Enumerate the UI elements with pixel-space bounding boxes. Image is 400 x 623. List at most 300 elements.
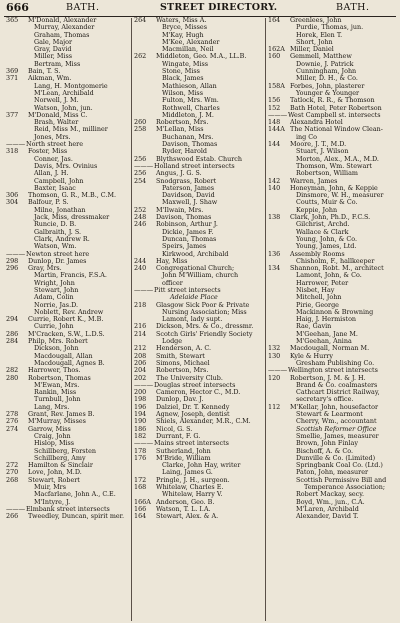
occupant-name: Purdie, Thomas, jun. — [296, 23, 364, 32]
directory-entry — [6, 163, 130, 170]
directory-column-1 — [6, 17, 130, 621]
occupant-name: Mitchell, John — [296, 293, 342, 302]
occupant-name: Schillberg, Forsten — [34, 446, 97, 455]
occupant-name: Agnew, Joseph, dentist — [156, 410, 230, 419]
house-number: 282 — [6, 366, 19, 375]
occupant-name: Fulton, Mrs. Wm. — [162, 96, 219, 105]
occupant-name: Middleton, J. M. — [162, 110, 214, 119]
occupant-name: Congregational Church; — [156, 264, 235, 273]
occupant-name: Allan, J. H. — [34, 169, 69, 178]
occupant-name: Keppie, John — [296, 205, 338, 214]
street-name: Pitt street intersects — [154, 285, 221, 294]
occupant-name: Davison, Thomas — [162, 140, 218, 149]
occupant-name: Rae, Gavin — [296, 322, 332, 331]
house-number: 204 — [134, 366, 147, 375]
occupant-name: Dickie, James F. — [162, 227, 214, 236]
house-number: 178 — [134, 446, 147, 455]
street-name: Elmbank street intersects — [26, 504, 110, 513]
house-number: 162A — [268, 45, 285, 54]
header-left-town: BATH. — [66, 2, 100, 13]
occupant-name: Moore, J. T., M.D. — [290, 140, 347, 149]
occupant-name: Gray, David — [34, 45, 72, 54]
occupant-name: Springbank Coal Co. (Ltd.) — [296, 461, 383, 470]
occupant-name: Dunlop, Dr. James — [28, 256, 87, 265]
occupant-name: Graham, Thomas — [34, 30, 90, 39]
occupant-name: Norrie, Jas.D. — [34, 300, 79, 309]
occupant-name: Scotch Girls' Friendly Society — [156, 329, 253, 338]
page-number: 666 — [6, 1, 29, 14]
occupant-name: Davison, Thomas — [156, 213, 212, 222]
occupant-name: Macdougall, Allan — [34, 351, 93, 360]
occupant-name: Paton, John, measurer — [296, 468, 369, 477]
occupant-name: Robertson, Mrs. — [156, 118, 209, 127]
house-number: 306 — [6, 191, 19, 200]
street-name: Newton street here — [26, 249, 90, 258]
occupant-name: Durrant, F. G. — [156, 431, 201, 440]
occupant-name: Macdougall, Agnes B. — [34, 358, 105, 367]
occupant-name: Norwell, J. M. — [34, 96, 79, 105]
occupant-name: Lang, H. Montgomerie — [34, 81, 108, 90]
house-number: 218 — [134, 300, 147, 309]
occupant-name: Wallace & Clark — [296, 227, 349, 236]
occupant-name: Runcie, D. B. — [34, 220, 77, 229]
occupant-name: Speirs, James — [162, 242, 207, 251]
occupant-name: Philp, Mrs. Robert — [28, 337, 88, 346]
house-number: 254 — [134, 176, 147, 185]
street-name: North street here — [26, 140, 84, 149]
occupant-name: Macfarlane, John A., C.E. — [34, 490, 116, 499]
house-number: 264 — [134, 17, 147, 24]
occupant-name: Cherry, Wm., accountant — [296, 417, 377, 426]
directory-entry — [6, 513, 130, 520]
occupant-name: Thomson, Wm. Stewart — [296, 161, 372, 170]
occupant-name: Greenlees, John — [290, 17, 342, 24]
house-number: 369 — [6, 67, 19, 76]
house-number: 246 — [134, 220, 147, 229]
occupant-name: Balfour, P. S. — [28, 198, 69, 207]
occupant-name: Duncan, Thomas — [162, 234, 217, 243]
occupant-name: Paterson, James — [162, 183, 215, 192]
directory-entry — [6, 258, 130, 265]
house-number: 166 — [134, 504, 147, 513]
occupant-name: Young, James, Ltd. — [296, 242, 357, 251]
occupant-name: Mathieson, Allan — [162, 81, 217, 90]
occupant-name: Gray, Mrs. — [28, 264, 62, 273]
page-header — [0, 0, 400, 16]
house-number: 280 — [6, 373, 19, 382]
occupant-name: Young, John, & Co. — [296, 234, 357, 243]
occupant-name: Robertson, J. M. & J. H. — [290, 373, 366, 382]
occupant-name: M'Lean, Archibald — [34, 88, 94, 97]
occupant-name: Nisbet, Hay — [296, 285, 335, 294]
occupant-name: Scottish Reformer Office — [296, 424, 377, 433]
occupant-name: Murray, Alexander — [34, 23, 95, 32]
occupant-name: Temperance Association; — [304, 483, 386, 491]
house-number: 284 — [6, 337, 19, 346]
occupant-name: Smellie, James, measurer — [296, 431, 379, 440]
occupant-name: Simons, Michael — [156, 358, 210, 367]
occupant-name: Forbes, John, plasterer — [290, 81, 365, 90]
directory-entry — [134, 272, 264, 279]
house-number: 262 — [134, 52, 147, 61]
house-number: 296 — [6, 264, 19, 273]
occupant-name: Hislop, Miss — [34, 439, 75, 448]
occupant-name: Whitelaw, Harry V. — [162, 490, 223, 499]
occupant-name: Thomson, G. R., M.B., C.M. — [28, 191, 117, 200]
house-number: 164 — [134, 512, 147, 521]
occupant-name: M'Ilwain, Mrs. — [156, 205, 204, 214]
house-number: 206 — [134, 358, 147, 367]
occupant-name: Currie, Robert K., M.B. — [28, 315, 104, 324]
directory-entry — [268, 345, 398, 352]
occupant-name: secretary's office. — [296, 395, 354, 404]
occupant-name: M'Intyre, J. — [34, 497, 71, 506]
directory-entry — [268, 126, 398, 133]
house-number: 258 — [134, 125, 147, 134]
occupant-name: Rothwell, Charles — [162, 103, 220, 112]
occupant-name: M'Murray, Misses — [28, 417, 86, 426]
occupant-name: M'Kee, Alexander — [162, 37, 220, 46]
occupant-name: M'Kay, Hugh — [162, 30, 204, 39]
occupant-name: Nursing Association; Miss — [162, 307, 247, 316]
house-number: 248 — [134, 213, 147, 222]
occupant-name: Maxwell, J. Shaw — [162, 198, 218, 207]
occupant-name: Aikman, Wm. — [28, 74, 72, 83]
house-number: 148 — [268, 118, 281, 127]
occupant-name: Robertson, Mrs. — [156, 366, 209, 375]
occupant-name: Pringle, J. H., surgeon. — [156, 475, 230, 484]
occupant-name: Dinsmore, W. H., measurer — [296, 191, 384, 200]
house-number: 158A — [268, 81, 285, 90]
house-number: 120 — [268, 373, 281, 382]
occupant-name: Waters, Miss A. — [156, 17, 207, 24]
occupant-name: Stuart, J. Wilson — [296, 147, 349, 156]
occupant-name: Bath Hotel, Peter Robertson — [290, 103, 382, 112]
occupant-name: M'Cracken, S.W., L.D.S. — [28, 329, 105, 338]
occupant-name: Short, John — [296, 37, 333, 46]
occupant-name: Turnbull, John — [34, 395, 81, 404]
house-number: 270 — [6, 468, 19, 477]
occupant-name: John M'William, church — [162, 271, 239, 280]
house-number: 136 — [268, 249, 281, 258]
house-number: 164 — [268, 17, 281, 24]
occupant-name: Alexander, David T. — [296, 512, 359, 521]
dash-rule: ——— — [6, 140, 26, 149]
house-number: 274 — [6, 424, 19, 433]
directory-entry — [268, 32, 398, 39]
house-number: 152 — [268, 103, 281, 112]
house-number: 266 — [6, 512, 19, 521]
dash-rule: ——— — [134, 439, 154, 448]
occupant-name: M'Geehan, Anina — [296, 337, 352, 346]
occupant-name: Alexandra Hotel — [290, 118, 343, 127]
occupant-name: Clark, John, Ph.D., F.C.S. — [290, 213, 371, 222]
house-number: 252 — [134, 205, 147, 214]
street-name: West Campbell st. intersects — [288, 110, 381, 119]
occupant-name: Watson, T. L. I.A. — [156, 504, 211, 513]
occupant-name: Tatlock, R. R., & Thomson — [290, 96, 375, 105]
column-divider — [131, 18, 132, 621]
house-number: 240 — [134, 264, 147, 273]
occupant-name: Brash, Walter — [34, 118, 79, 127]
occupant-name: Stewart, Robert — [28, 475, 80, 484]
street-name: Holland street intersects — [154, 161, 235, 170]
occupant-name: Scottish Permissive Bill and — [296, 475, 387, 484]
occupant-name: Lang, Mrs. — [34, 402, 70, 411]
occupant-name: Lodge — [162, 337, 183, 346]
occupant-name: officer — [162, 278, 183, 287]
header-right-town: BATH. — [336, 2, 370, 13]
house-number: 268 — [6, 475, 19, 484]
house-number: 194 — [134, 410, 147, 419]
occupant-name: Snodgrass, Robert — [156, 176, 217, 185]
occupant-name: Black, James — [162, 74, 204, 83]
directory-column-3 — [268, 17, 398, 621]
occupant-name: Harrower, Peter — [296, 278, 349, 287]
occupant-name: Cathcart District Railway, — [296, 388, 380, 397]
house-number: 260 — [134, 118, 147, 127]
house-number: 216 — [134, 322, 147, 331]
occupant-name: Gemmell, Matthew — [290, 52, 352, 61]
occupant-name: Milne, Jonathan — [34, 205, 86, 214]
occupant-name: Wingate, Miss — [162, 59, 209, 68]
occupant-name: Ryder, Harold — [162, 147, 208, 156]
house-number: 130 — [268, 351, 281, 360]
house-number: 198 — [134, 395, 147, 404]
occupant-name: Macmillan, Neil — [162, 45, 214, 54]
occupant-name: Garrow, Miss — [28, 424, 71, 433]
occupant-name: Schillberg, Amy — [34, 453, 86, 462]
occupant-name: Bryce, Misses — [162, 23, 207, 32]
house-number: 132 — [268, 344, 281, 353]
house-number: 168 — [134, 483, 147, 491]
occupant-name: Morton, Alex., M.A., M.D. — [296, 154, 379, 163]
occupant-name: Davis, Mrs. Ovinius — [34, 161, 98, 170]
occupant-name: Currie, John — [34, 322, 74, 331]
occupant-name: Muir, Mrs — [34, 483, 66, 491]
house-number: 140 — [268, 183, 281, 192]
occupant-name: Hay, Miss — [156, 256, 188, 265]
occupant-name: Chisholm, F., hallkeeper — [296, 256, 375, 265]
occupant-name: Honeyman, John, & Keppie — [290, 183, 378, 192]
occupant-name: Noblett, Rev. Andrew — [34, 307, 104, 316]
occupant-name: Dickson, John — [34, 344, 79, 353]
occupant-name: Jones, Mrs. — [34, 132, 71, 141]
occupant-name: Grant, Rev. James B. — [28, 410, 95, 419]
occupant-name: Campbell, John — [34, 176, 84, 185]
occupant-name: Mackinnon & Browning — [296, 307, 374, 316]
occupant-name: Craig, John — [34, 431, 71, 440]
column-divider — [265, 18, 266, 621]
occupant-name: M'Donald, Miss C. — [28, 110, 88, 119]
dash-rule: ——— — [134, 380, 154, 389]
occupant-name: Wright, John — [34, 278, 75, 287]
directory-entry — [268, 513, 398, 520]
occupant-name: Gilchrist, Archd. — [296, 220, 350, 229]
house-number: 365 — [6, 17, 19, 24]
house-number: 182 — [134, 431, 147, 440]
occupant-name: Reid, Miss M., milliner — [34, 125, 108, 134]
occupant-name: Miller, Daniel — [290, 45, 334, 54]
occupant-name: Sutherland, John — [156, 446, 211, 455]
occupant-name: Conner, Jas. — [34, 154, 73, 163]
occupant-name: Coutts, Muir & Co. — [296, 198, 358, 207]
occupant-name: M'Ewan, Mrs. — [34, 380, 80, 389]
occupant-name: Dunlop, Dav. J. — [156, 395, 204, 404]
occupant-name: Gresham Publishing Co. — [296, 358, 375, 367]
house-number: 294 — [6, 315, 19, 324]
occupant-name: Laing, James G. — [162, 468, 213, 477]
dash-rule: ——— — [134, 285, 154, 294]
house-number: 142 — [268, 176, 281, 185]
occupant-name: Whitelaw, Charles E. — [156, 483, 224, 491]
occupant-name: Martin, Francis, F.S.A. — [34, 271, 107, 280]
occupant-name: Robinson, Arthur J. — [156, 220, 218, 229]
occupant-name: Brand & Co. coalmasters — [296, 380, 378, 389]
directory-entry — [134, 418, 264, 425]
occupant-name: Bertram, Miss — [34, 59, 81, 68]
house-number: 172 — [134, 475, 147, 484]
occupant-name: M'Laren, Archibald — [296, 504, 359, 513]
occupant-name: Davidson, David — [162, 191, 215, 200]
house-number: 318 — [6, 147, 19, 156]
house-number: 202 — [134, 373, 147, 382]
directory-entry — [268, 316, 398, 323]
street-intersection-line — [6, 141, 130, 148]
occupant-name: Stewart, Alex. & A. — [156, 512, 219, 521]
occupant-name: Dunville & Co. (Limited) — [296, 453, 376, 462]
house-number: 256 — [134, 169, 147, 178]
house-number: 144 — [268, 140, 281, 149]
occupant-name: Foster, Miss — [28, 147, 68, 156]
occupant-name: Assembly Rooms — [290, 249, 345, 258]
occupant-name: Anderson, Geo. B. — [156, 497, 215, 506]
occupant-name: Harrower, Thos. — [28, 366, 81, 375]
street-name: Wellington street intersects — [288, 366, 378, 375]
directory-column-2 — [134, 17, 264, 621]
occupant-name: Watson, John, jun. — [34, 103, 93, 112]
occupant-name: Kirkwood, Archibald — [162, 249, 229, 258]
place-name: Adelaide Place — [170, 293, 218, 302]
dash-rule: ——— — [134, 161, 154, 170]
occupant-name: Miller, D. H., & Co. — [296, 74, 358, 83]
street-name: Mains street intersects — [154, 439, 229, 448]
occupant-name: Bischoff, A. & Co. — [296, 446, 353, 455]
occupant-name: Love, John, M.D. — [28, 468, 82, 477]
occupant-name: Henderson, A. C. — [156, 344, 212, 353]
occupant-name: Stewart, John — [34, 285, 79, 294]
occupant-name: Buchanan, Mrs. — [162, 132, 214, 141]
occupant-name: Glasgow Sick Poor & Private — [156, 300, 250, 309]
occupant-name: ing Co — [296, 132, 318, 141]
street-name: Douglas street intersects — [154, 380, 236, 389]
house-number: 208 — [134, 351, 147, 360]
directory-entry — [6, 477, 130, 484]
occupant-name: Baxter, Isaac — [34, 183, 76, 192]
occupant-name: Cunningham, John — [296, 67, 357, 76]
occupant-name: M'Bride, William — [156, 453, 211, 462]
occupant-name: Shiels, Alexander, M.R., C.M. — [156, 417, 251, 426]
occupant-name: Brown, John Finlay — [296, 439, 358, 448]
house-number: 166A — [134, 497, 151, 506]
occupant-name: Nicol, G. S. — [156, 424, 193, 433]
house-number: 278 — [6, 410, 19, 419]
dash-rule: ——— — [268, 366, 288, 375]
occupant-name: Hamilton & Sinclair — [28, 461, 93, 470]
dash-rule: ——— — [6, 249, 26, 258]
occupant-name: Adam, Colin — [34, 293, 74, 302]
house-number: 298 — [6, 256, 19, 265]
occupant-name: Clarke, John Hay, writer — [162, 461, 241, 470]
occupant-name: Smith, Stewart — [156, 351, 205, 360]
occupant-name: M'Kellar, John, housefactor — [290, 402, 379, 411]
occupant-name: Blythswood Estab. Church — [156, 154, 242, 163]
house-number: 272 — [6, 461, 19, 470]
occupant-name: Galbraith, J. S. — [34, 227, 82, 236]
occupant-name: Wilson, Miss — [162, 88, 203, 97]
directory-entry — [134, 251, 264, 258]
house-number: 156 — [268, 96, 281, 105]
house-number: 304 — [6, 198, 19, 207]
occupant-name: Lamont, lady supt. — [162, 315, 223, 324]
occupant-name: Bain, T. S. — [28, 67, 61, 76]
occupant-name: Gale, Major — [34, 37, 73, 46]
occupant-name: Stone, Miss — [162, 67, 200, 76]
house-number: 200 — [134, 388, 147, 397]
house-number: 244 — [134, 256, 147, 265]
house-number: 286 — [6, 329, 19, 338]
house-number: 256 — [134, 154, 147, 163]
occupant-name: Stewart & Learmont — [296, 410, 363, 419]
occupant-name: Dalziel, Dr. T. Kennedy — [156, 402, 230, 411]
header-title: STREET DIRECTORY. — [160, 2, 278, 13]
occupant-name: Pirie, George — [296, 300, 339, 309]
house-number: 190 — [134, 417, 147, 426]
dash-rule: ——— — [6, 504, 26, 513]
house-number: 176 — [134, 453, 147, 462]
occupant-name: Cameron, Hector C., M.D. — [156, 388, 241, 397]
house-number: 371 — [6, 74, 19, 83]
occupant-name: Middleton, Geo. M.A., LL.B. — [156, 52, 247, 61]
occupant-name: Miller, Miss — [34, 52, 73, 61]
occupant-name: Watson, Wm. — [34, 242, 77, 251]
occupant-name: Horek, Elen T. — [296, 30, 343, 39]
occupant-name: Dickson, Mrs. & Co., dressmr. — [156, 322, 254, 331]
occupant-name: Warren, James — [290, 176, 338, 185]
occupant-name: M'Lellan, Miss — [156, 125, 204, 134]
occupant-name: The University Club. — [156, 373, 223, 382]
occupant-name: Tweedley, Duncan, spirit mer. — [28, 512, 125, 521]
occupant-name: Clark, Andrew R. — [34, 234, 90, 243]
house-number: 112 — [268, 402, 281, 411]
house-number: 196 — [134, 402, 147, 411]
occupant-name: The National Window Clean- — [290, 125, 383, 134]
occupant-name: Shannon, Robt. M., architect — [290, 264, 384, 273]
house-number: 144A — [268, 125, 285, 134]
occupant-name: Lamont, John, & Co. — [296, 271, 362, 280]
house-number: 138 — [268, 213, 281, 222]
occupant-name: Robertson, Thomas — [28, 373, 91, 382]
occupant-name: Robert Mackay, secy. — [296, 490, 365, 499]
house-number: 186 — [134, 424, 147, 433]
occupant-name: Rankin, Miss — [34, 388, 77, 397]
directory-entry — [6, 61, 130, 68]
occupant-name: Downie, J. Patrick — [296, 59, 354, 68]
occupant-name: Kyle & Hurry — [290, 351, 333, 360]
occupant-name: Haig, J. Hermiston — [296, 315, 357, 324]
occupant-name: Robertson, William — [296, 169, 358, 178]
occupant-name: Younger & Younger — [296, 88, 360, 97]
